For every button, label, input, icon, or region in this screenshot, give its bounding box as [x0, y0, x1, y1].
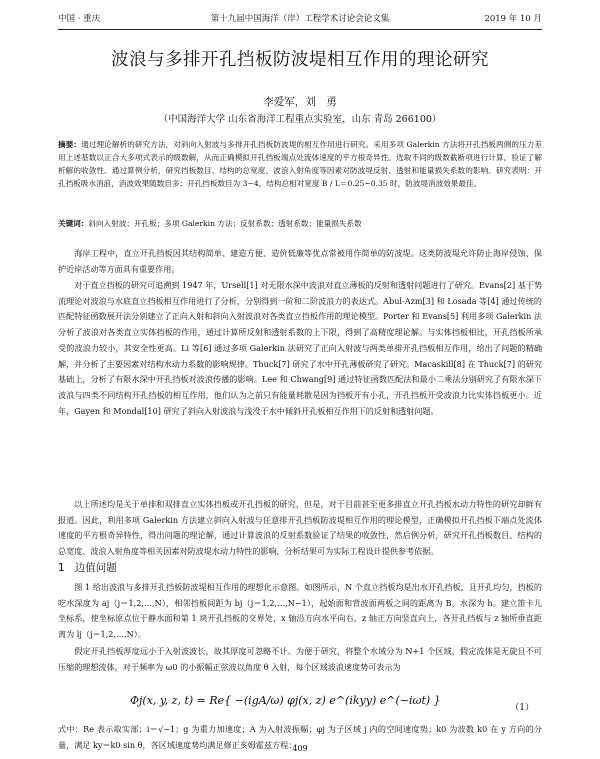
body-paragraph: 假定开孔挡板厚度远小于入射波波长，故其厚度可忽略不计。为便于研究，将整个水域分为 N+1 个区域，假定流体是无旋且不可压缩的理想流体，对于频率为 ω0 的小振幅正弦波以角度 θ 入射，每个区域波浪速度势可表示为	[58, 646, 542, 672]
abstract	[58, 138, 542, 190]
header-date: 2019 年 10 月	[484, 14, 542, 24]
authors: 李爱军，刘 勇	[263, 96, 337, 108]
body-paragraph: 以上所述均是关于单排和双排直立实体挡板或开孔挡板的研究，但是，对于目前甚至更多排直立开孔挡板水动力特性的研究却鲜有报道。因此，利用多项 Galerkin 方法建立斜向入射波与任意排开孔挡板防波堤相互作用的理论模型，正确模拟开孔挡板下端点处流体速度的平方根奇异特性，得出问题的理论解，通过计算波浪的反射系数验证了结果的收敛性，然后例分析，研究开孔挡板数目、结构的总宽度、波浪入射角度等相关因素对防波堤水动力特性的影响，分析结果可为实际工程设计提供参考依据。	[58, 499, 542, 557]
header-rule	[58, 29, 542, 30]
body-paragraph: 图 1 给出波浪与多排开孔挡板防波堤相互作用的理想化示意图。如图所示，N 个直立挡板均是出水开孔挡板，且开孔均匀，挡板的吃水深度为 aj（j＝1,2,…,N），相邻挡板间距为 bj（j＝1,2,…,N−1），起始面和背波面两板之间的距离为 B，水深为 h。建立笛卡儿坐标系，使坐标原点位于静水面和第 1 块开孔挡板的交界处，x 轴沿方向水平向右，z 轴正方向竖直向上，各开孔挡板与 z 轴所垂直距离为 lj（j＝1,2,…,N）。	[58, 582, 542, 640]
abstract-text: 通过理论解析的研究方法，对斜向入射波与多排开孔挡板防波堤的相互作用进行研究。采用多项 Galerkin 方法将开孔挡板两侧的压力差用上述基数以正合大多项式表示的级数解，从而正确模拟开孔挡板端点处流体速度的平方根奇异性。选取不同的级数截断项进行计算，验证了解析解的收敛性。通过算例分析，研究挡板数目、结构的总宽度、波浪入射角度等因素对防波堤反射、透射和能量损失系数的影响。研究表明：开孔挡板吸水消浪，消波效果随数目多；开孔挡板数目为 3~4，结构总相对宽度 B / L＝0.25~0.35 时，防波堤消波效果最佳。	[58, 140, 543, 189]
keywords-label: 关键词：	[58, 219, 89, 228]
header-proceedings: 第十九届中国海洋（岸）工程学术讨论会论文集	[210, 14, 390, 24]
keywords	[58, 218, 542, 230]
equation: Φj(x, y, z, t) = Re{ −(igA/ω) φj(x, z) e^(ikyy) e^(−iωt) }	[130, 694, 441, 707]
body-paragraph: 海岸工程中，直立开孔挡板因其结构简单、建造方便、造价低廉等优点常被用作简单的防波堤。这类防波堤允许防止海岸侵蚀、保护近岸活动等方面具有重要作用。	[58, 248, 542, 274]
section-number: 1	[58, 562, 65, 574]
body-paragraph: 式中：Re 表示取实部；i＝√−1；g 为重力加速度；A 为入射波振幅；φj 为子区域 j 内的空间速度势；k0 为波数 k0 在 y 方向的分量，满足 ky＝k0 sin θ，各区域速度势均满足修正亥姆霍兹方程：	[58, 724, 542, 750]
running-header	[58, 12, 542, 26]
abstract-label: 摘要：	[58, 140, 82, 149]
section-heading	[58, 560, 117, 575]
body-paragraph: 对于直立挡板的研究可追溯到 1947 年，Ursell[1] 对无限水深中波浪对直立薄板的反射和透射问题进行了研究。Evans[2] 基于势流理论对波浪与水底直立挡板相互作用进行了分析，分别得到一阶和二阶波浪力的表达式。Abul-Azm[3] 和 Losada 等[4] 通过传统的匹配特征函数展开法分别建立了正向入射和斜向入射波浪对各类直立挡板作用的理论模型。Porter 和 Evans[5] 利用多项 Galerkin 法分析了波浪对各类直立实体挡板的作用，通过计算所反射和透射系数的上下限，得到了高精度理论解。与实体挡板相比，开孔挡板所承受的波浪力较小，其安全性更高。Li 等[6] 通过多项 Galerkin 法研究了正向入射波与两类单排开孔挡板相互作用，给出了问题的精确解，并分析了主要因素对结构水动力系数的影响规律。Thuck[7] 研究了水中开孔薄板研究了研究。Macaskill[8] 在 Thuck[7] 的研究基础上，分析了有限水深中开孔挡板对波浪传播的影响。Lee 和 Chwang[9] 通过特征函数匹配法和最小二乘法分别研究了有限水深下波浪与四类不同结构开孔挡板的相互作用，他们认为之前只有能量耗散是因为挡板开有小孔，开孔挡板开受波浪力比实体挡板更小。近年，Gayen 和 Mondal[10] 研究了斜向入射波浪与浅没于水中倾斜开孔板相互作用下的反射和透射问题。	[58, 280, 542, 416]
paper-title: 波浪与多排开孔挡板防波堤相互作用的理论研究	[111, 50, 489, 70]
header-location: 中国 · 重庆	[58, 14, 101, 24]
equation-number: （1）	[510, 703, 534, 713]
page-number: 409	[292, 744, 308, 753]
section-title: 边值问题	[74, 562, 117, 574]
keywords-text: 斜向入射波；开孔板；多项 Galerkin 方法；反射系数；透射系数；能量损失系数	[88, 219, 362, 228]
affiliation: （中国海洋大学 山东省海洋工程重点实验室，山东 青岛 266100）	[158, 114, 442, 125]
